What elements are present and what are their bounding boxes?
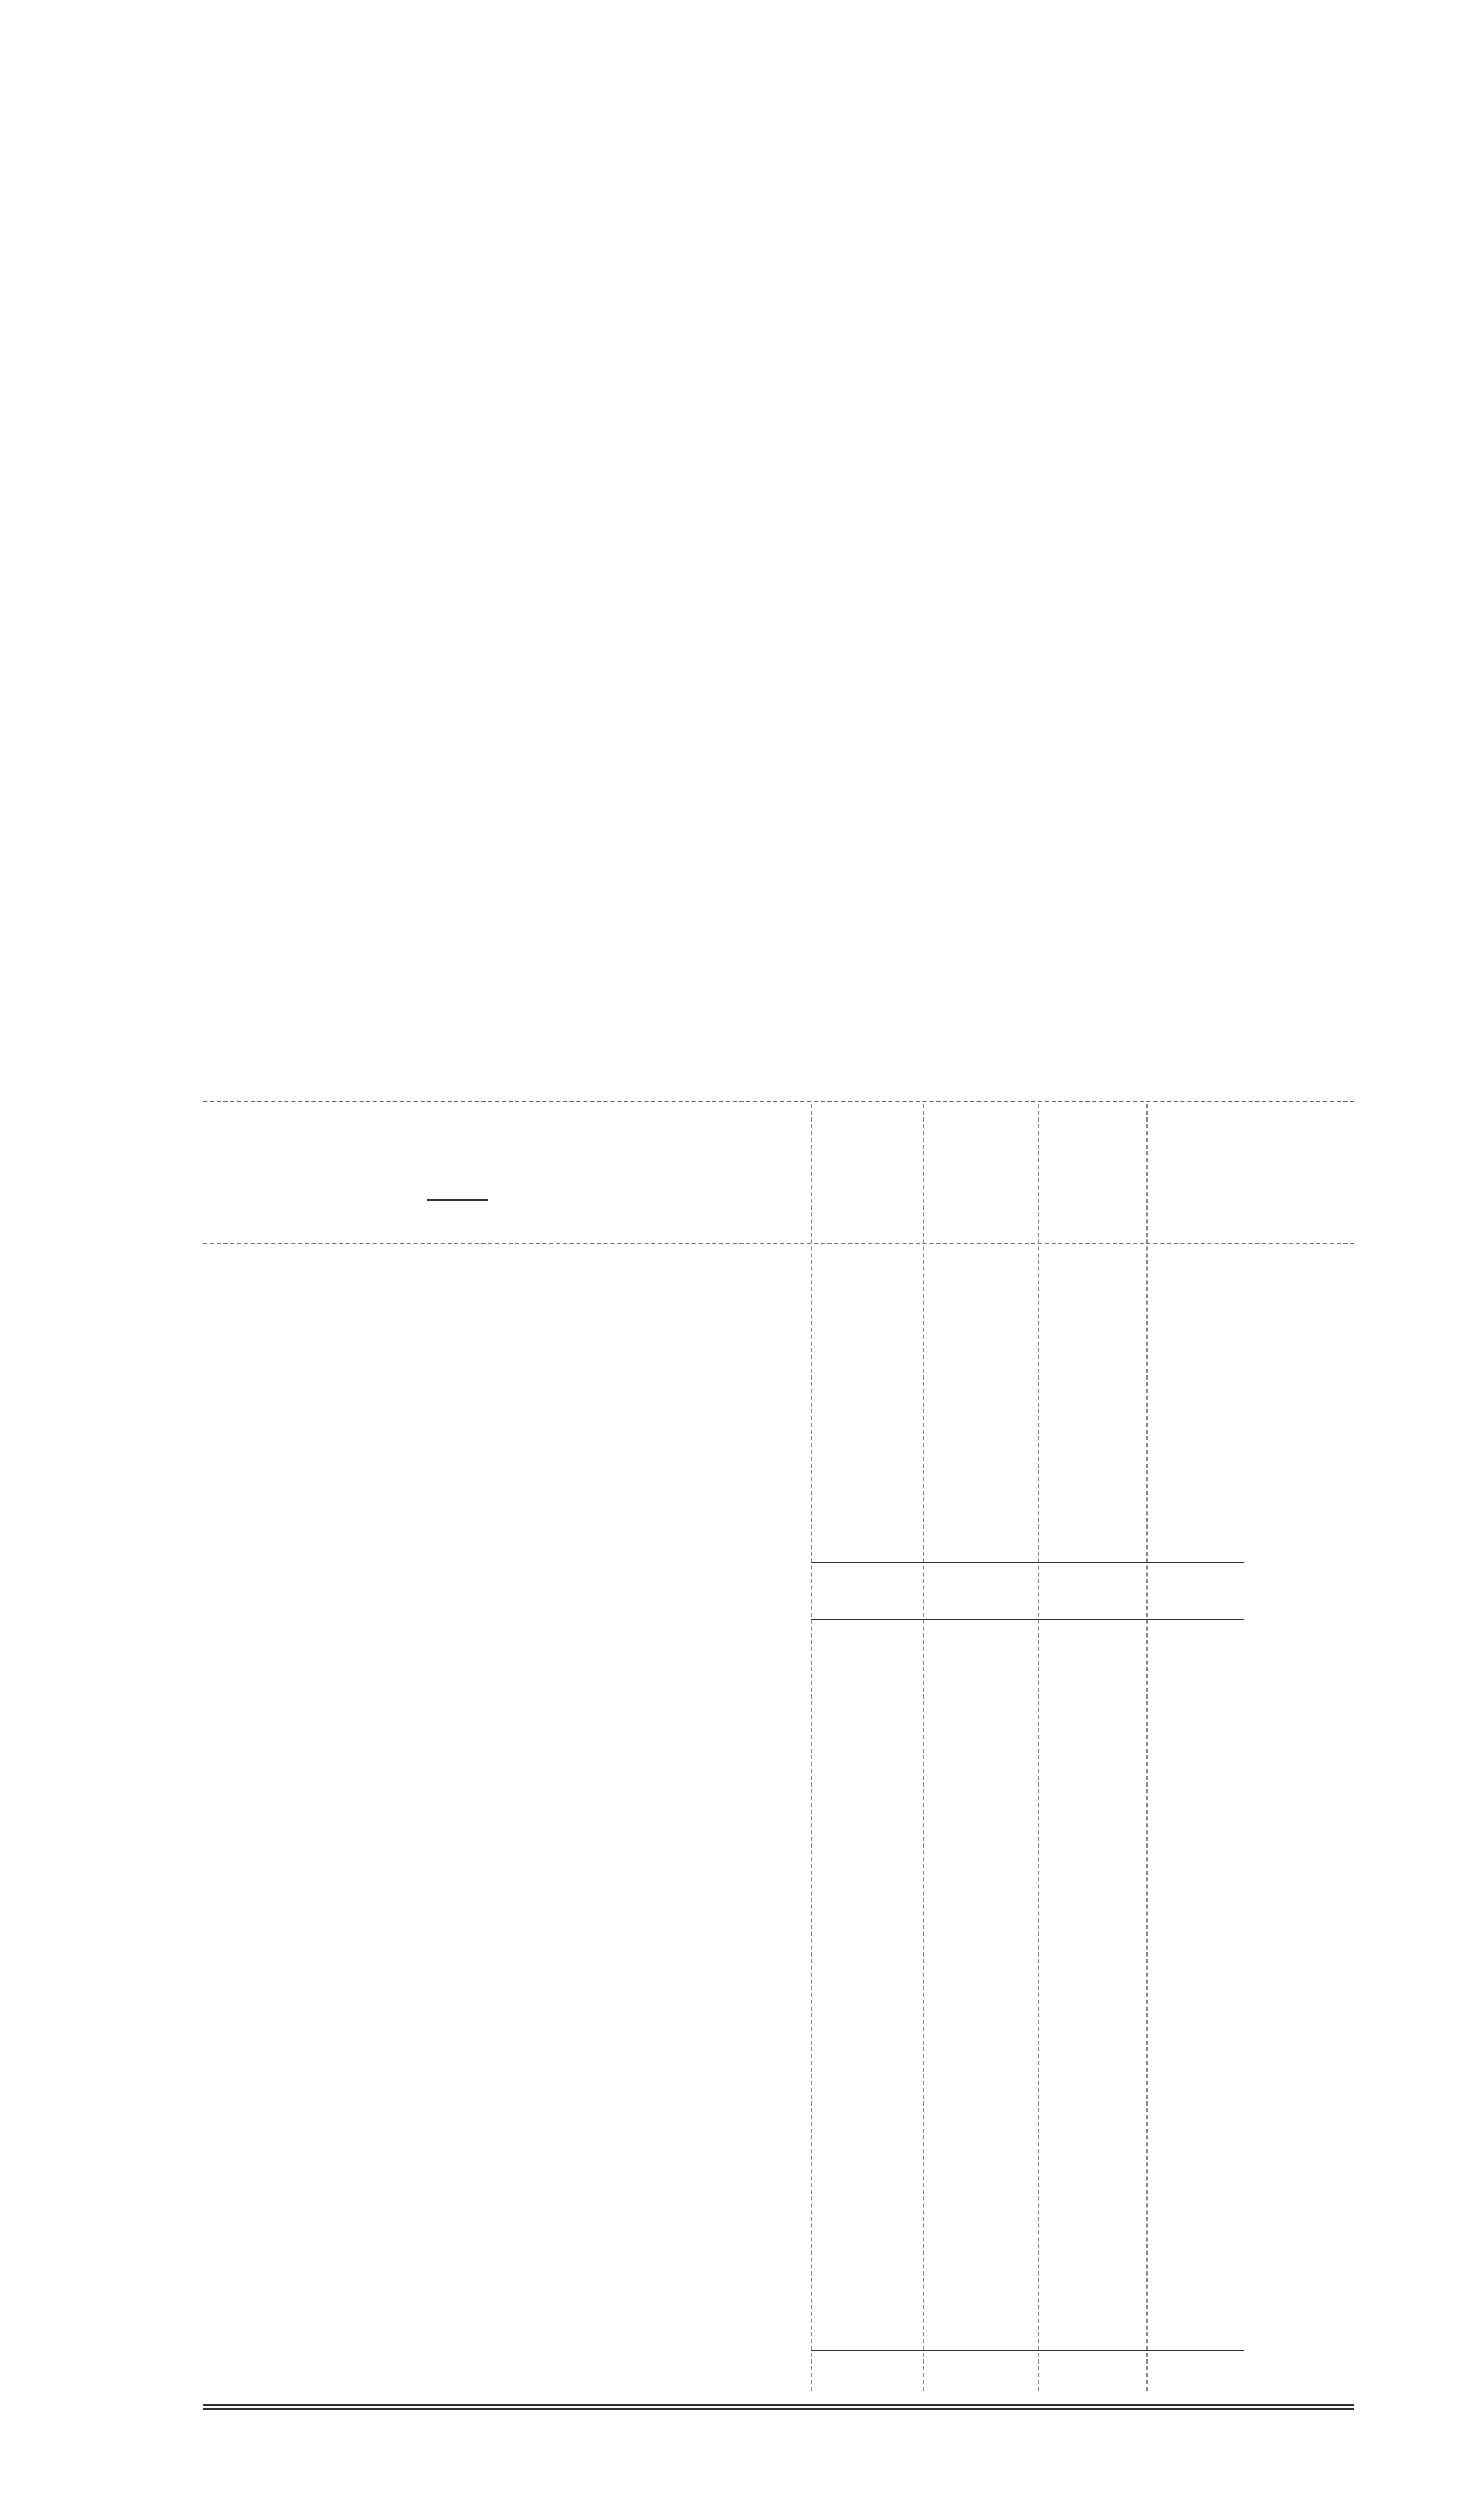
stub-heading-dash [427, 1199, 488, 1201]
column-divider [923, 1104, 924, 2391]
column-divider [811, 1104, 812, 2391]
column-divider [1146, 1104, 1148, 2391]
header-bottom-rule [203, 1243, 1354, 1244]
table-bottom-rule [203, 2404, 1354, 2406]
savaii-total-rule [811, 2350, 1244, 2351]
upolu-total-rule [811, 1562, 1244, 1563]
table-top-rule [203, 1101, 1354, 1102]
table-bottom-rule-2 [203, 2408, 1354, 2410]
upolu-total-bottom-rule [811, 1619, 1244, 1620]
column-divider [1038, 1104, 1039, 2391]
